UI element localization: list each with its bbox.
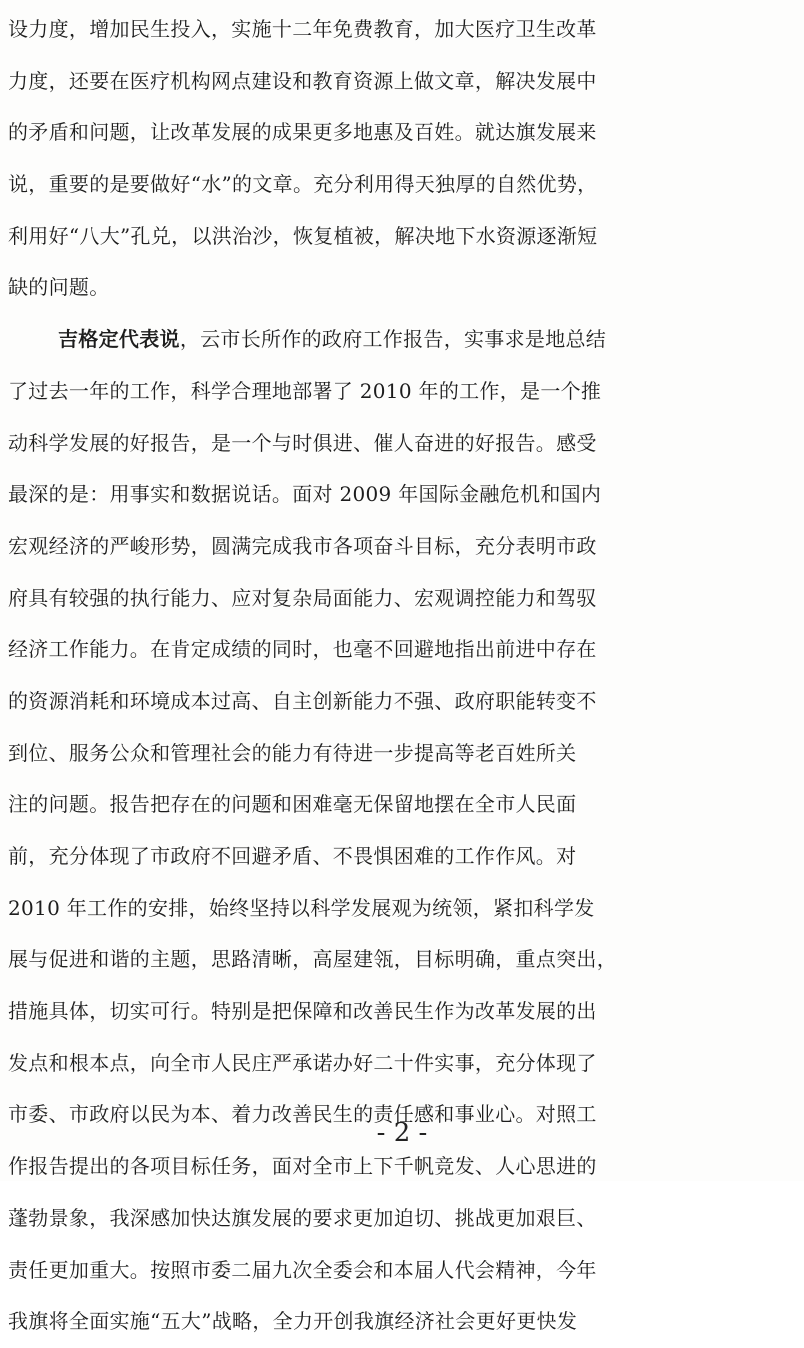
text-line: 措施具体，切实可行。特别是把保障和改善民生作为改革发展的出 <box>8 999 597 1024</box>
text-fragment: ，云市长所作的政府工作报告，实事求是地总结 <box>179 327 607 352</box>
text-line: 的资源消耗和环境成本过高、自主创新能力不强、政府职能转变不 <box>8 688 597 713</box>
text-line: 缺的问题。 <box>8 275 110 300</box>
text-line: 责任更加重大。按照市委二届九次全委会和本届人代会精神，今年 <box>8 1257 597 1282</box>
paragraph-2 <box>8 314 798 1348</box>
text-line <box>8 314 798 366</box>
text-line: 最深的是：用事实和数据说话。面对 2009 年国际金融危机和国内 <box>8 482 602 507</box>
text-line: 蓬勃景象，我深感加快达旗发展的要求更加迫切、挑战更加艰巨、 <box>8 1205 597 1230</box>
text-line: 市委、市政府以民为本、着力改善民生的责任感和事业心。对照工 <box>8 1102 597 1127</box>
text-line: 了过去一年的工作，科学合理地部署了 2010 年的工作，是一个推 <box>8 378 602 403</box>
text-line: 宏观经济的严峻形势，圆满完成我市各项奋斗目标，充分表明市政 <box>8 533 597 558</box>
text-line: 前，充分体现了市政府不回避矛盾、不畏惧困难的工作作风。对 <box>8 844 577 868</box>
text-line: 我旗将全面实施“五大”战略，全力开创我旗经济社会更好更快发 <box>8 1309 578 1334</box>
text-line: 设力度，增加民生投入，实施十二年免费教育，加大医疗卫生改革 <box>8 17 597 41</box>
text-line: 经济工作能力。在肯定成绩的同时，也毫不回避地指出前进中存在 <box>8 637 597 662</box>
page-number: - 2 - <box>376 1118 428 1148</box>
text-line: 力度，还要在医疗机构网点建设和教育资源上做文章，解决发展中 <box>8 68 597 93</box>
text-line: 说，重要的是要做好“水”的文章。充分利用得天独厚的自然优势， <box>8 172 598 197</box>
text-line: 的矛盾和问题，让改革发展的成果更多地惠及百姓。就达旗发展来 <box>8 120 597 145</box>
speaker-name: 吉格定代表说 <box>58 327 180 352</box>
text-line: 到位、服务公众和管理社会的能力有待进一步提高等老百姓所关 <box>8 740 577 765</box>
text-line: 动科学发展的好报告，是一个与时俱进、催人奋进的好报告。感受 <box>8 430 597 455</box>
paragraph-1 <box>8 4 798 314</box>
text-line: 注的问题。报告把存在的问题和困难毫无保留地摆在全市人民面 <box>8 792 577 817</box>
text-line: 展与促进和谐的主题，思路清晰，高屋建瓴，目标明确，重点突出， <box>8 947 617 972</box>
text-line: 府具有较强的执行能力、应对复杂局面能力、宏观调控能力和驾驭 <box>8 585 597 610</box>
text-line: 2010 年工作的安排，始终坚持以科学发展观为统领，紧扣科学发 <box>8 895 595 920</box>
text-line: 发点和根本点，向全市人民庄严承诺办好二十件实事，充分体现了 <box>8 1050 597 1075</box>
text-line: 利用好“八大”孔兑，以洪治沙，恢复植被，解决地下水资源逐渐短 <box>8 223 598 248</box>
text-line: 作报告提出的各项目标任务，面对全市上下千帆竞发、人心思进的 <box>8 1154 597 1179</box>
